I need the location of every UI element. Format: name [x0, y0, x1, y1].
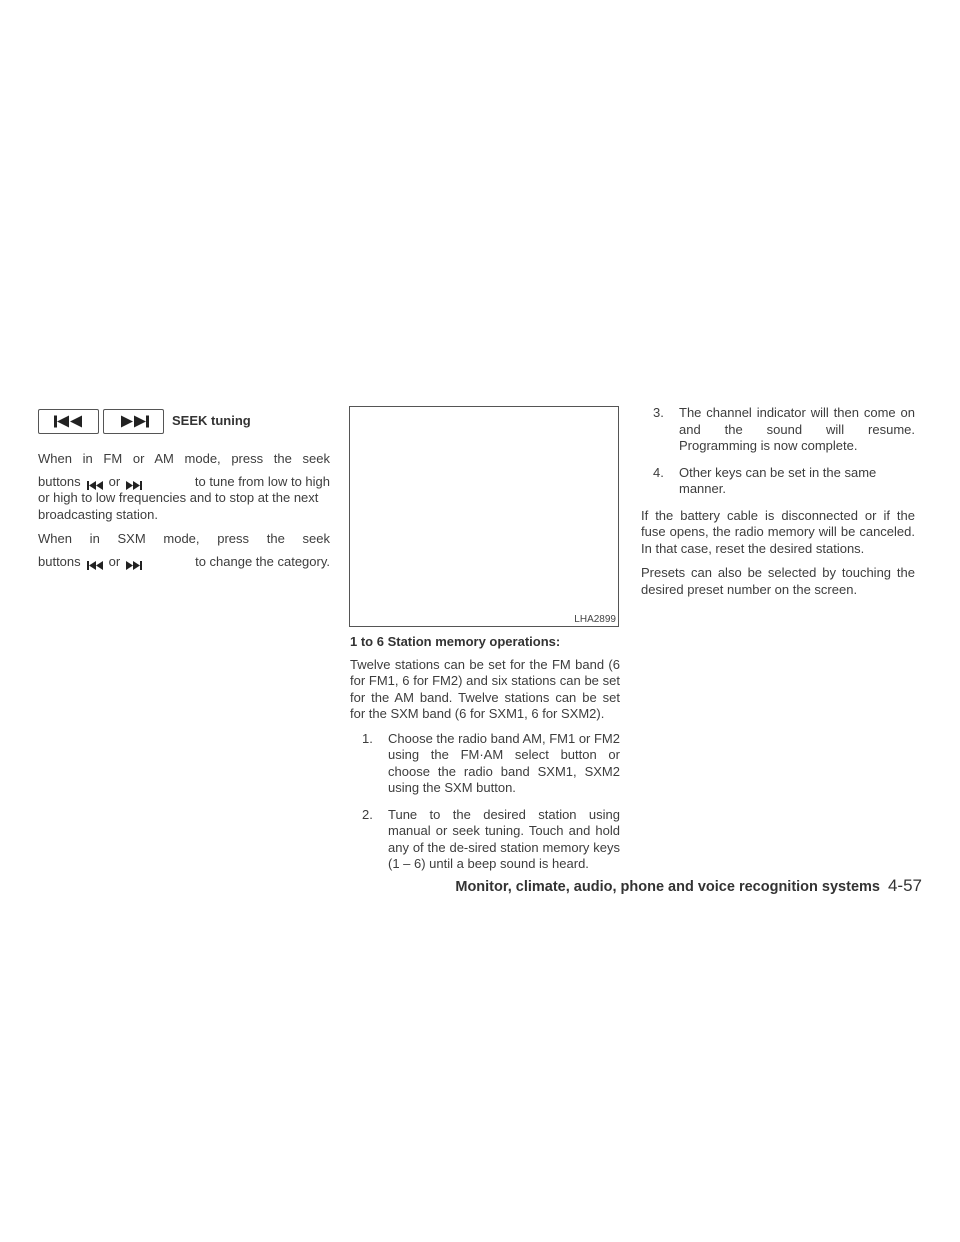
memory-intro: Twelve stations can be set for the FM band (6 for FM1, 6 for FM2) and six stations can be set for the AM band. Twelve stations can be set for the SXM band (6 for SXM1, 6 for SXM2). [350, 656, 620, 721]
list-item: 1. Choose the radio band AM, FM1 or FM2 using the FM·AM select button or choose the radio band SXM1, SXM2 using the SXM button. [362, 730, 620, 795]
or-word: or [108, 473, 121, 489]
presets-note: Presets can also be selected by touching the desired preset number on the screen. [641, 565, 915, 597]
memory-operations-continued [641, 405, 915, 606]
memory-heading: 1 to 6 Station memory operations: [350, 634, 561, 649]
skip-forward-icon [117, 415, 151, 428]
seek-back-key [38, 409, 99, 434]
sxm-seek-tail: to change the category. [195, 553, 330, 569]
illustration-frame [349, 406, 619, 627]
list-item: 4. Other keys can be set in the same manner. [653, 464, 877, 496]
seek-tuning-section [38, 405, 330, 570]
seek-tuning-heading [38, 407, 330, 435]
sxm-seek-line1: When in SXM mode, press the seek [38, 531, 330, 546]
skip-back-icon [52, 415, 86, 428]
skip-forward-icon [126, 561, 142, 570]
list-item: 3. The channel indicator will then come on and the sound will resume. Programming is now complete. [653, 405, 915, 453]
skip-back-icon [87, 561, 103, 570]
page-number: 4-57 [887, 876, 922, 895]
skip-back-icon [87, 481, 103, 490]
memory-steps-list [350, 731, 620, 873]
list-item: 2. Tune to the desired station using manual or seek tuning. Touch and hold any of the de-sired station memory keys (1 – 6) until a beep sound is heard. [362, 806, 620, 871]
fm-am-seek-rest: or high to low frequencies and to stop at the next broadcasting station. [38, 490, 319, 522]
fm-am-seek-line1: When in FM or AM mode, press the seek [38, 451, 330, 466]
seek-forward-key [103, 409, 164, 434]
section-title: Monitor, climate, audio, phone and voice recognition systems [455, 879, 880, 895]
figure-label: LHA2899 [574, 614, 616, 625]
battery-note: If the battery cable is disconnected or if the fuse opens, the radio memory will be canceled. In that case, reset the desired stations. [641, 507, 915, 556]
or-word: or [108, 553, 121, 569]
memory-operations-section [350, 634, 620, 883]
buttons-word: buttons [38, 473, 81, 489]
fm-am-seek-line2 [38, 474, 330, 491]
fm-am-seek-tail: to tune from low to high [194, 473, 330, 489]
buttons-word: buttons [38, 553, 81, 569]
sxm-seek-line2 [38, 554, 330, 571]
seek-tuning-title: SEEK tuning [172, 412, 251, 428]
page-footer [452, 876, 922, 896]
memory-steps-list-continued [641, 405, 915, 498]
skip-forward-icon [126, 481, 142, 490]
